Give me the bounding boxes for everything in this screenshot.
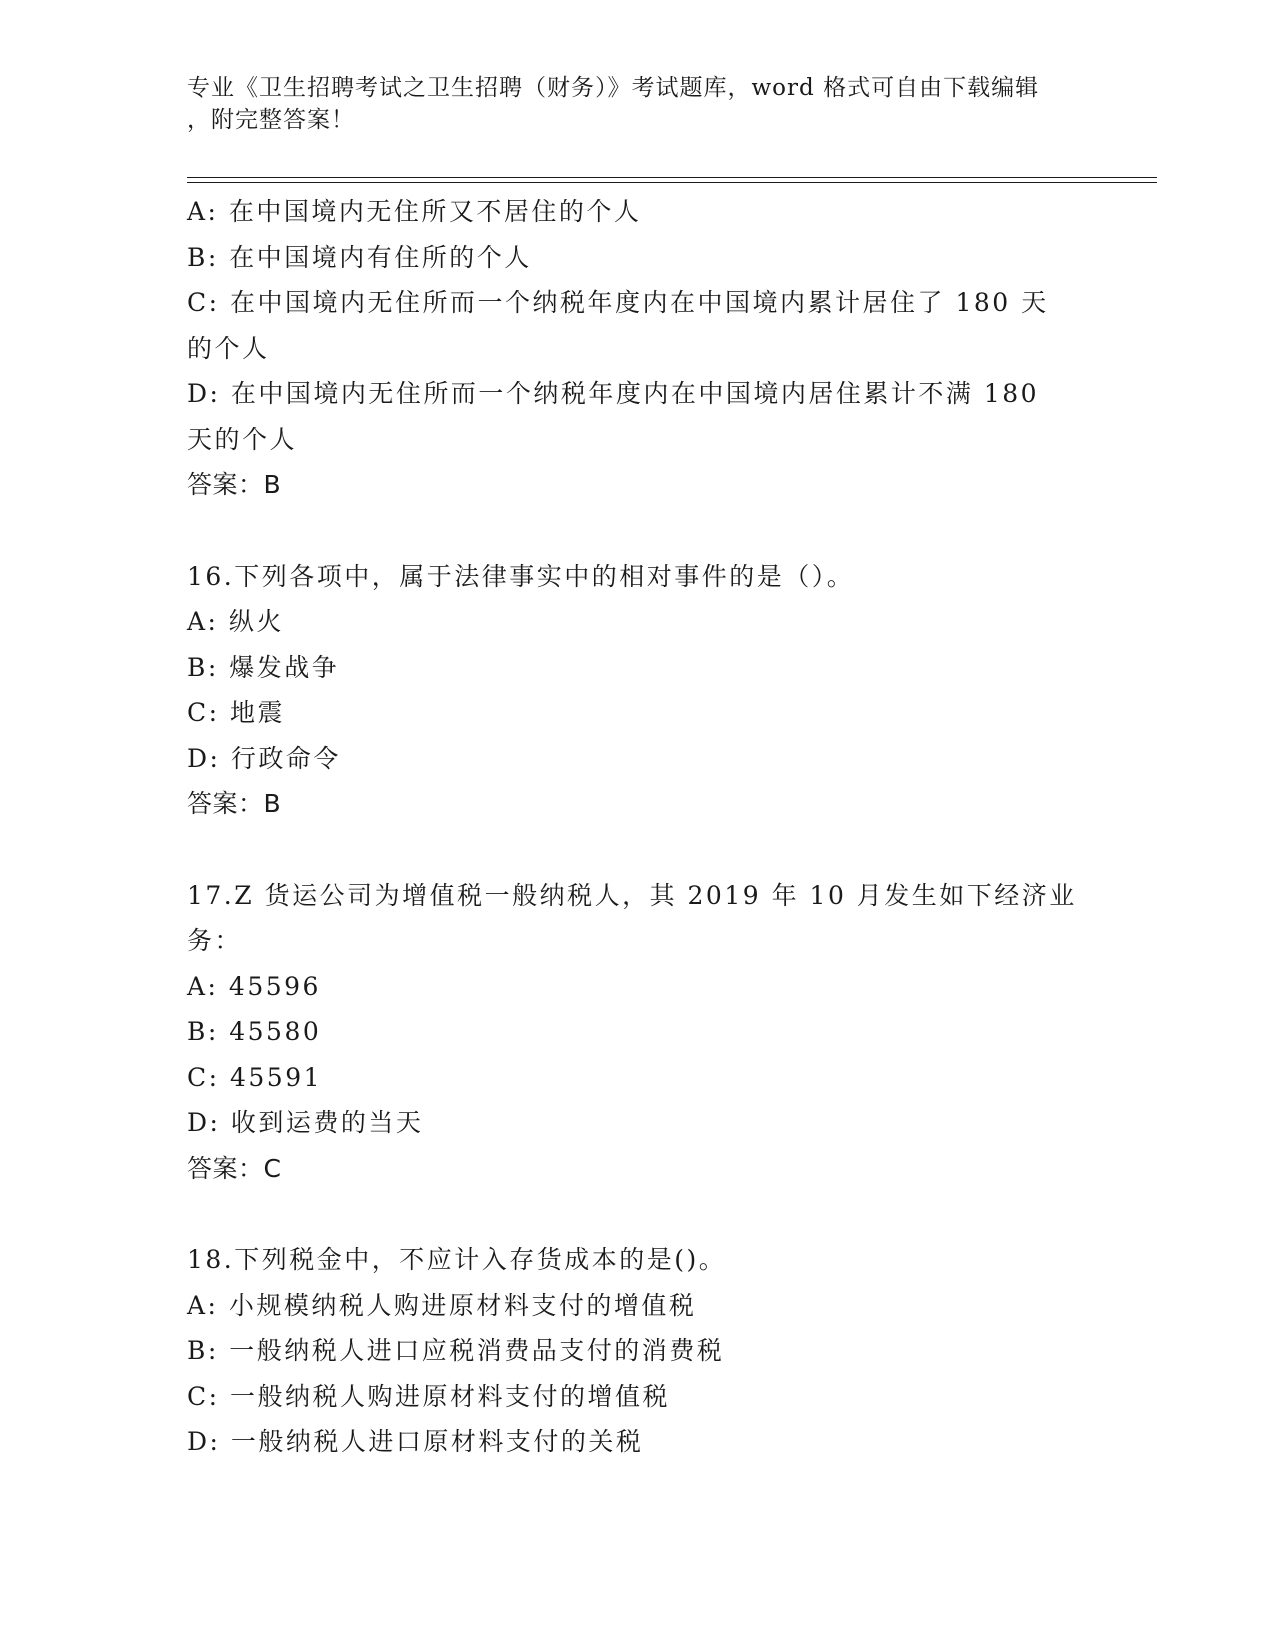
q16-option-c: C: 地震: [187, 698, 285, 727]
q17-question-line-2: 务：: [187, 926, 243, 955]
spacer: [187, 508, 1067, 554]
q15-answer: 答案：B: [187, 470, 282, 499]
q18-option-c: C: 一般纳税人购进原材料支付的增值税: [187, 1381, 670, 1411]
header-divider-bottom: [187, 182, 1157, 183]
header-line-1: 专业《卫生招聘考试之卫生招聘（财务）》考试题库，word 格式可自由下载编辑: [187, 75, 1040, 101]
q16-answer: 答案：B: [187, 789, 282, 818]
q16-option-d: D: 行政命令: [187, 743, 341, 773]
q16-question: 16.下列各项中，属于法律事实中的相对事件的是（）。: [187, 561, 855, 591]
q16-option-b: B: 爆发战争: [187, 652, 340, 682]
q17-option-a: A: 45596: [187, 971, 321, 1001]
spacer: [187, 827, 1067, 873]
q18-option-b: B: 一般纳税人进口应税消费品支付的消费税: [187, 1336, 725, 1365]
q15-option-b: B: 在中国境内有住所的个人: [187, 242, 532, 272]
q18-option-a: A: 小规模纳税人购进原材料支付的增值税: [187, 1290, 697, 1320]
q15-option-c-line-2: 的个人: [187, 333, 270, 363]
q17-option-c: C: 45591: [187, 1062, 323, 1092]
q17-question-line-1: 17.Z 货运公司为增值税一般纳税人，其 2019 年 10 月发生如下经济业: [187, 880, 1077, 910]
q18-option-d: D: 一般纳税人进口原材料支付的关税: [187, 1427, 644, 1456]
header-line-2: ，附完整答案！: [187, 107, 355, 133]
q15-option-d-line-2: 天的个人: [187, 424, 298, 454]
question-17: [187, 873, 1077, 1192]
q18-question: 18.下列税金中，不应计入存货成本的是()。: [187, 1245, 727, 1274]
header-divider-top: [187, 177, 1157, 178]
question-18: [187, 1237, 1067, 1465]
question-16: [187, 554, 1067, 827]
question-15: [187, 189, 1067, 508]
q17-option-d: D: 收到运费的当天: [187, 1108, 424, 1137]
spacer: [187, 1191, 1067, 1237]
q15-option-d-line-1: D: 在中国境内无住所而一个纳税年度内在中国境内居住累计不满 180: [187, 379, 1040, 408]
q15-option-c-line-1: C: 在中国境内无住所而一个纳税年度内在中国境内累计居住了 180 天: [187, 288, 1049, 317]
document-header: [187, 72, 1067, 136]
q15-option-a: A: 在中国境内无住所又不居住的个人: [187, 197, 642, 226]
q17-answer: 答案：C: [187, 1153, 282, 1183]
q16-option-a: A: 纵火: [187, 607, 284, 636]
question-list: [187, 189, 1077, 1465]
q17-option-b: B: 45580: [187, 1017, 322, 1046]
